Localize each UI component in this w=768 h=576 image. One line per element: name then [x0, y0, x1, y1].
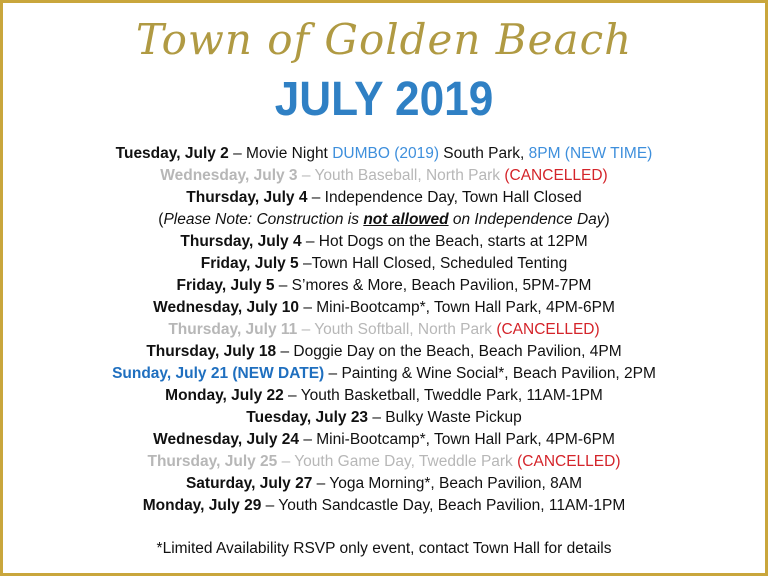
not-allowed-emphasis: not allowed [363, 211, 449, 228]
event-date: Tuesday, July 23 [246, 409, 369, 426]
month-heading: JULY 2019 [274, 73, 494, 126]
new-time: 8PM (NEW TIME) [528, 145, 653, 162]
event-line: Friday, July 5 – S’mores & More, Beach Pavilion, 5PM-7PM [176, 277, 592, 294]
event-date-new: Sunday, July 21 (NEW DATE) [112, 365, 325, 382]
event-line: Thursday, July 4 – Hot Dogs on the Beach, starts at 12PM [180, 233, 588, 250]
event-line: Wednesday, July 10 – Mini-Bootcamp*, Town Hall Park, 4PM-6PM [153, 299, 615, 316]
event-date: Thursday, July 18 [146, 343, 277, 360]
cancelled-badge: (CANCELLED) [496, 321, 600, 338]
town-title: Town of Golden Beach [135, 15, 633, 64]
event-line: Thursday, July 18 – Doggie Day on the Beach, Beach Pavilion, 4PM [146, 343, 622, 360]
event-date: Wednesday, July 10 [153, 299, 300, 316]
event-date: Wednesday, July 24 [153, 431, 300, 448]
cancelled-badge: (CANCELLED) [504, 167, 608, 184]
event-date: Friday, July 5 [200, 255, 299, 272]
event-date: Monday, July 29 [142, 497, 262, 514]
event-list [0, 143, 768, 517]
movie-title: DUMBO (2019) [332, 145, 439, 162]
cancelled-badge: (CANCELLED) [517, 453, 621, 470]
event-date: Monday, July 22 [165, 387, 284, 404]
event-line-cancelled: Thursday, July 25 – Youth Game Day, Tweddle Park (CANCELLED) [147, 453, 621, 470]
event-line-cancelled: Thursday, July 11 – Youth Softball, North Park (CANCELLED) [168, 321, 600, 338]
event-date: Thursday, July 4 [180, 233, 302, 250]
event-line: Tuesday, July 2 – Movie Night DUMBO (2019) South Park, 8PM (NEW TIME) [115, 145, 653, 162]
event-date: Thursday, July 11 [168, 321, 298, 338]
event-line: Wednesday, July 24 – Mini-Bootcamp*, Town Hall Park, 4PM-6PM [153, 431, 615, 448]
event-line-cancelled: Wednesday, July 3 – Youth Baseball, North Park (CANCELLED) [160, 167, 608, 184]
event-line: Saturday, July 27 – Yoga Morning*, Beach Pavilion, 8AM [185, 475, 583, 492]
event-date: Saturday, July 27 [185, 475, 313, 492]
construction-note: (Please Note: Construction is not allowed on Independence Day) [158, 211, 610, 228]
event-date: Thursday, July 25 [147, 453, 278, 470]
event-date: Thursday, July 4 [186, 189, 308, 206]
event-date: Wednesday, July 3 [160, 167, 298, 184]
event-line: Thursday, July 4 – Independence Day, Town Hall Closed [186, 189, 582, 206]
event-line: Tuesday, July 23 – Bulky Waste Pickup [246, 409, 522, 426]
event-line: Monday, July 29 – Youth Sandcastle Day, Beach Pavilion, 11AM-1PM [142, 497, 626, 514]
event-line: Friday, July 5 –Town Hall Closed, Scheduled Tenting [200, 255, 568, 272]
rsvp-footnote: *Limited Availability RSVP only event, contact Town Hall for details [156, 540, 612, 557]
event-line: Monday, July 22 – Youth Basketball, Tweddle Park, 11AM-1PM [165, 387, 603, 404]
event-date: Friday, July 5 [176, 277, 275, 294]
event-date: Tuesday, July 2 [115, 145, 229, 162]
event-line: Sunday, July 21 (NEW DATE) – Painting & Wine Social*, Beach Pavilion, 2PM [112, 365, 656, 382]
